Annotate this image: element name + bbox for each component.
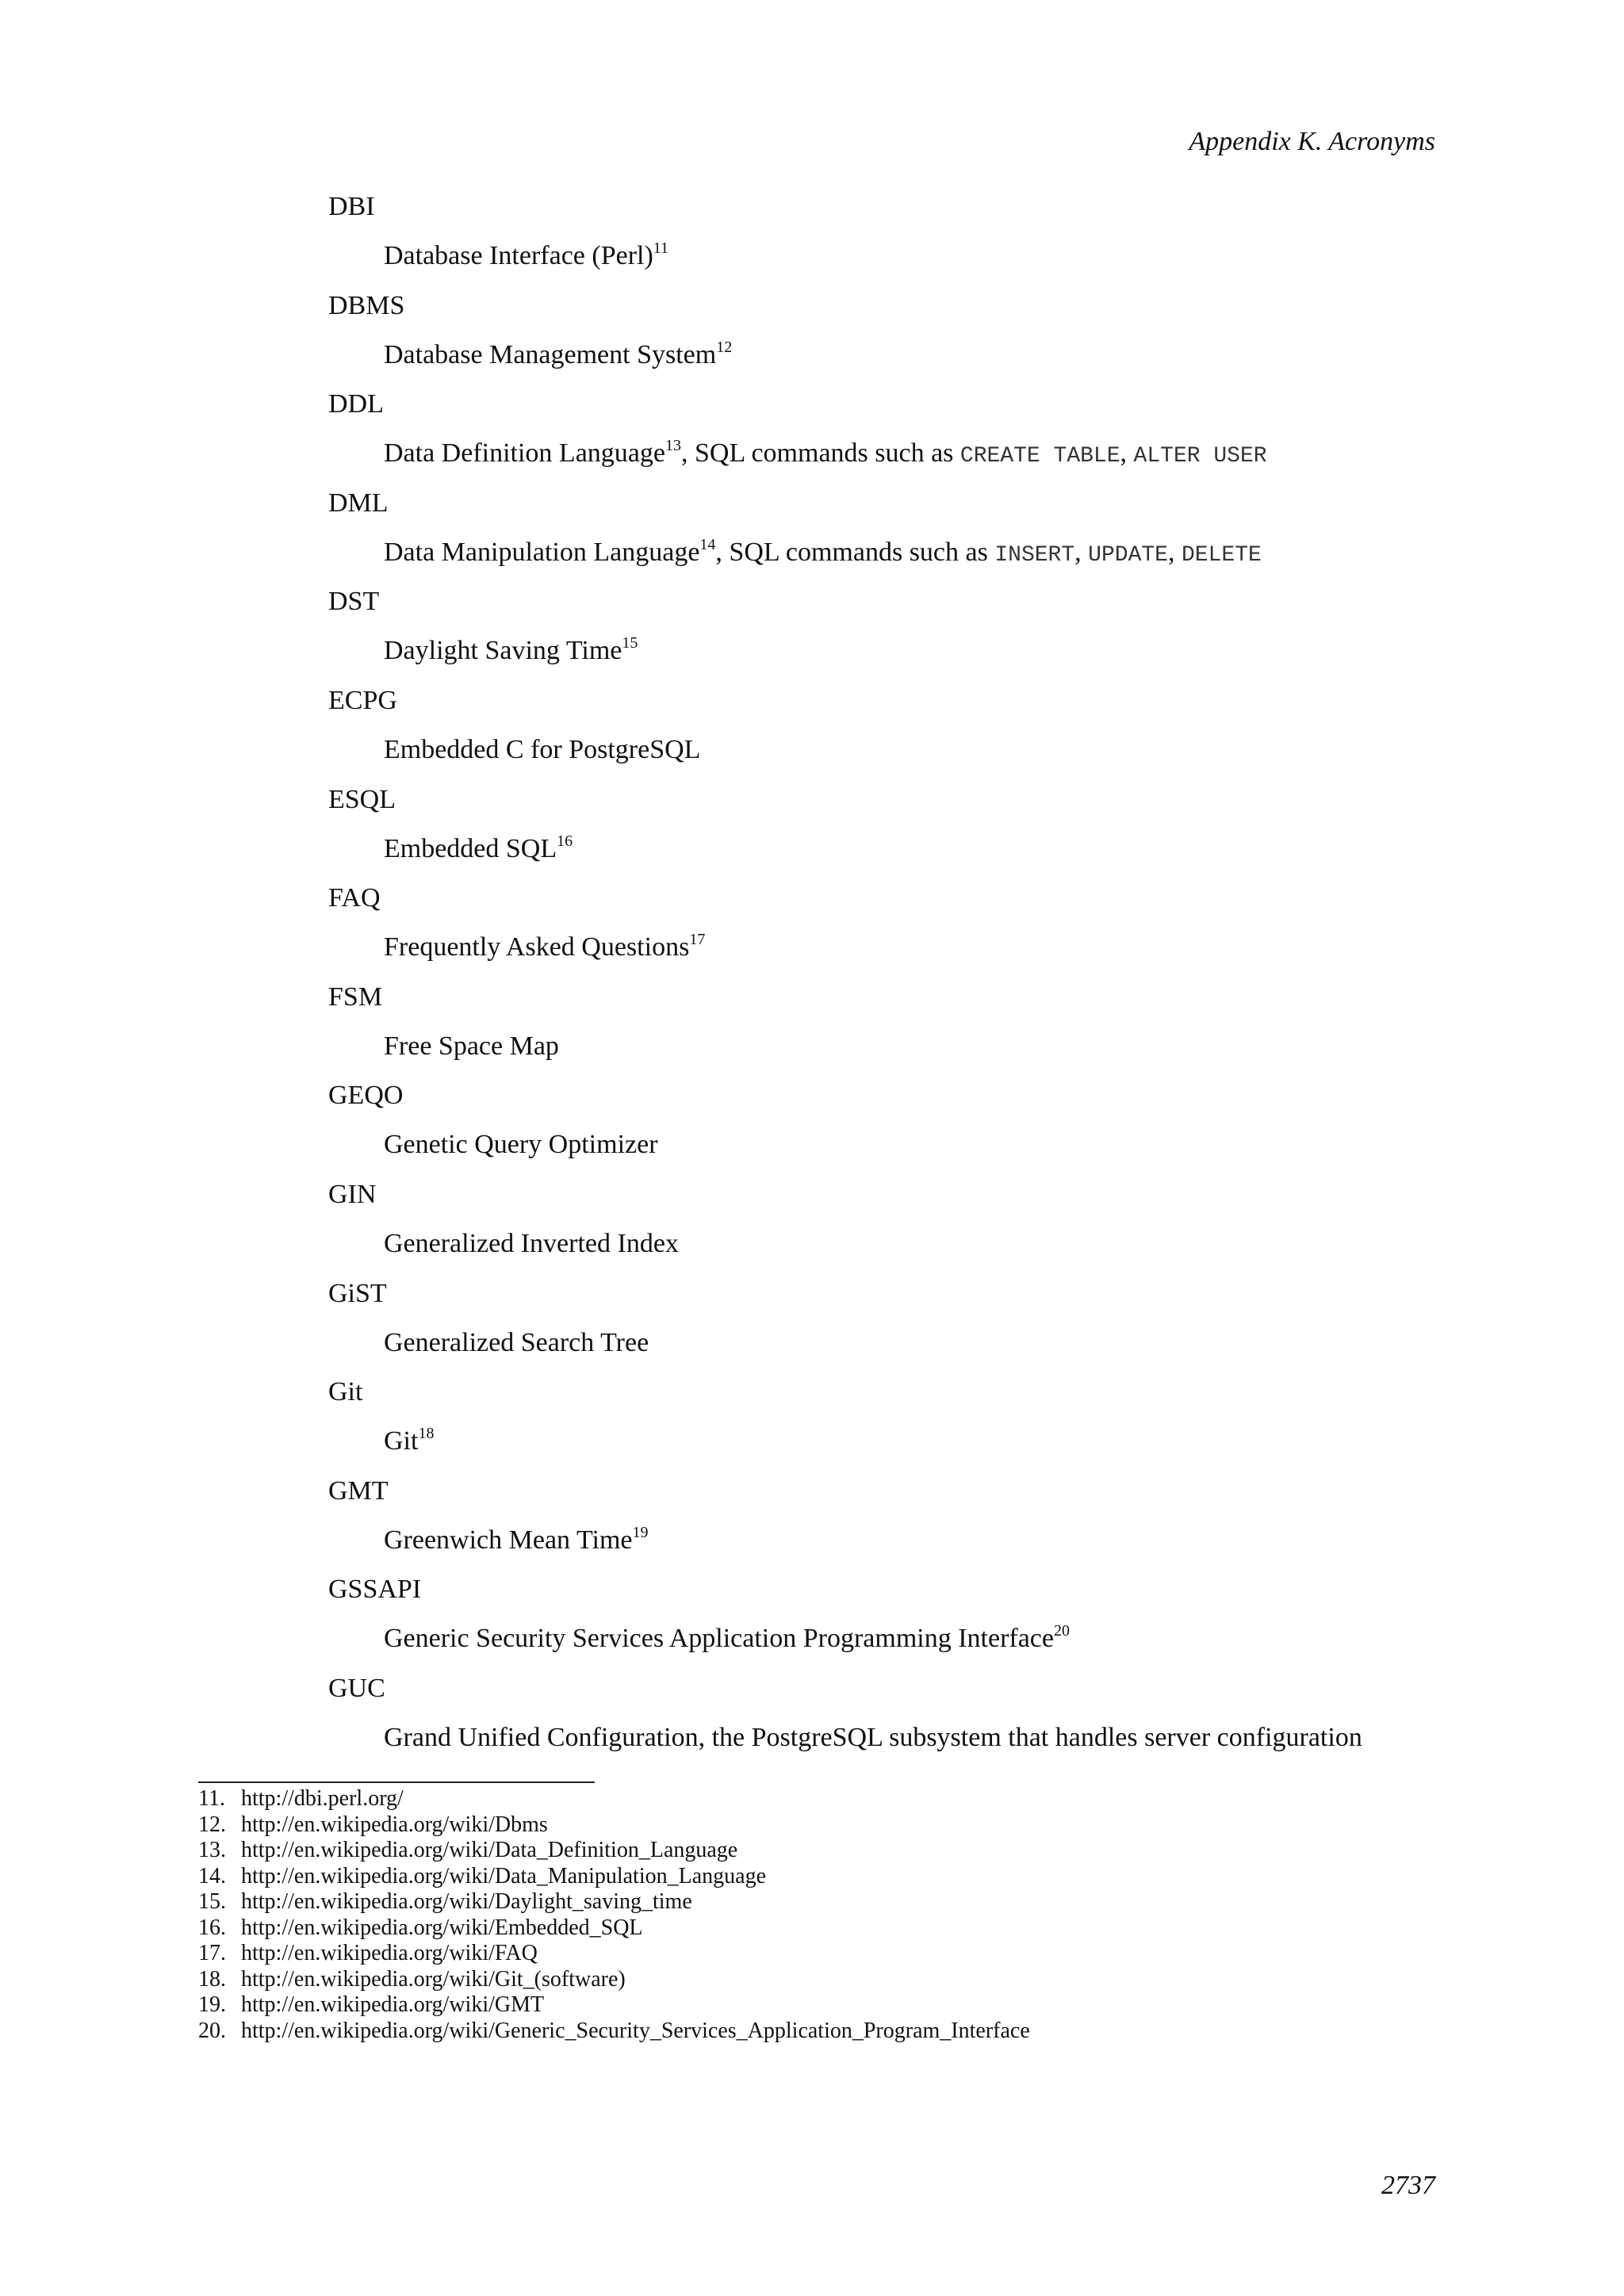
- footnote-link[interactable]: http://en.wikipedia.org/wiki/Data_Definition_Language: [241, 1838, 738, 1862]
- footnote-ref[interactable]: 12: [716, 338, 733, 356]
- acronym-term: GUC: [328, 1673, 385, 1703]
- sql-command: DELETE: [1182, 542, 1262, 568]
- acronym-term: GSSAPI: [328, 1575, 422, 1605]
- acronym-term: FAQ: [328, 883, 381, 913]
- acronym-definition: Free Space Map: [384, 1031, 559, 1061]
- footnote-divider: [198, 1781, 595, 1783]
- sql-command: INSERT: [994, 542, 1075, 568]
- running-header: Appendix K. Acronyms: [1189, 127, 1435, 156]
- acronym-entry: [328, 189, 1454, 288]
- acronym-definition: Database Management System$^{12}$: [384, 338, 733, 369]
- footnote: [198, 2019, 1030, 2045]
- acronym-definition: Daylight Saving Time$^{15}$: [384, 634, 638, 666]
- acronym-entry: [328, 288, 1454, 387]
- footnote-number: 11.: [198, 1786, 225, 1811]
- footnote-number: 19.: [198, 1992, 226, 2017]
- footnote-ref[interactable]: 14: [699, 535, 716, 553]
- footnote-ref[interactable]: 15: [622, 634, 638, 652]
- acronym-definition: Greenwich Mean Time$^{19}$: [384, 1523, 649, 1555]
- acronym-entry: [328, 1571, 1454, 1670]
- acronym-definition: Generalized Search Tree: [384, 1327, 649, 1357]
- acronym-entry: [328, 1374, 1454, 1473]
- page-number: 2737: [1381, 2171, 1435, 2200]
- footnote-number: 15.: [198, 1889, 226, 1914]
- footnote: [198, 1838, 1030, 1864]
- footnote: [198, 1812, 1030, 1839]
- acronym-term: ECPG: [328, 685, 397, 715]
- acronym-definition: Genetic Query Optimizer: [384, 1130, 658, 1160]
- footnote: [198, 1941, 1030, 1967]
- footnote-link[interactable]: http://en.wikipedia.org/wiki/FAQ: [241, 1941, 538, 1965]
- acronym-entry: [328, 1473, 1454, 1572]
- acronym-entry: [328, 1177, 1454, 1276]
- acronym-definition: Generalized Inverted Index: [384, 1228, 679, 1258]
- acronym-term: DBI: [328, 192, 375, 221]
- footnote-ref[interactable]: 11: [653, 239, 669, 257]
- footnote-number: 12.: [198, 1812, 226, 1837]
- acronym-entry: [328, 979, 1454, 1078]
- acronym-entry: [328, 1276, 1454, 1375]
- footnote-number: 14.: [198, 1863, 226, 1888]
- footnote-number: 13.: [198, 1838, 226, 1862]
- footnote-number: 18.: [198, 1966, 226, 1992]
- footnote-link[interactable]: http://dbi.perl.org/: [241, 1786, 404, 1811]
- acronym-term: ESQL: [328, 784, 396, 814]
- footnote-list: [198, 1786, 1030, 2044]
- acronym-entry: [328, 1077, 1454, 1177]
- footnote-link[interactable]: http://en.wikipedia.org/wiki/Dbms: [241, 1812, 548, 1837]
- acronym-entry: [328, 584, 1454, 683]
- footnote-link[interactable]: http://en.wikipedia.org/wiki/Generic_Security_Services_Application_Program_Interface: [241, 2018, 1030, 2043]
- acronym-definition: Data Manipulation Language$^{14}$, SQL commands such as INSERT, UPDATE, DELETE: [384, 535, 1262, 568]
- acronym-list: [328, 189, 1454, 1770]
- footnote-ref[interactable]: 19: [632, 1523, 649, 1541]
- footnote-link[interactable]: http://en.wikipedia.org/wiki/Data_Manipulation_Language: [241, 1863, 767, 1888]
- acronym-term: DST: [328, 587, 380, 617]
- footnote-ref[interactable]: 18: [418, 1425, 435, 1443]
- footnote-number: 20.: [198, 2018, 226, 2043]
- acronym-term: GiST: [328, 1278, 387, 1308]
- footnote-number: 16.: [198, 1915, 226, 1940]
- acronym-term: FSM: [328, 982, 383, 1012]
- footnote-number: 17.: [198, 1941, 226, 1965]
- footnote-ref[interactable]: 20: [1054, 1622, 1070, 1640]
- footnote: [198, 1967, 1030, 1993]
- acronym-definition: Embedded C for PostgreSQL: [384, 734, 701, 764]
- acronym-entry: [328, 880, 1454, 979]
- acronym-definition: Git$^{18}$: [384, 1425, 435, 1456]
- acronym-definition: Generic Security Services Application Programming Interface$^{20}$: [384, 1622, 1070, 1654]
- acronym-definition: Embedded SQL$^{16}$: [384, 832, 573, 863]
- footnote-ref[interactable]: 13: [665, 437, 681, 455]
- footnote-link[interactable]: http://en.wikipedia.org/wiki/GMT: [241, 1992, 545, 2017]
- footnote: [198, 1889, 1030, 1915]
- footnote: [198, 1786, 1030, 1812]
- acronym-term: DDL: [328, 389, 384, 419]
- footnote: [198, 1915, 1030, 1942]
- acronym-entry: [328, 683, 1454, 782]
- sql-command: UPDATE: [1088, 542, 1168, 568]
- acronym-entry: [328, 386, 1454, 485]
- footnote-ref[interactable]: 17: [689, 931, 706, 949]
- footnote: [198, 1992, 1030, 2019]
- acronym-term: Git: [328, 1377, 363, 1407]
- footnote-link[interactable]: http://en.wikipedia.org/wiki/Git_(software): [241, 1966, 626, 1992]
- acronym-definition: Database Interface (Perl)$^{11}$: [384, 239, 669, 270]
- acronym-definition: Frequently Asked Questions$^{17}$: [384, 931, 706, 962]
- acronym-term: DML: [328, 488, 389, 518]
- footnote: [198, 1864, 1030, 1890]
- footnote-link[interactable]: http://en.wikipedia.org/wiki/Embedded_SQL: [241, 1915, 643, 1940]
- acronym-term: DBMS: [328, 290, 405, 320]
- sql-command: CREATE TABLE: [959, 444, 1120, 469]
- acronym-definition: Grand Unified Configuration, the PostgreSQL subsystem that handles server configuration: [384, 1722, 1362, 1752]
- footnote-ref[interactable]: 16: [557, 832, 573, 850]
- sql-command: ALTER USER: [1133, 444, 1267, 469]
- acronym-term: GEQO: [328, 1081, 404, 1111]
- acronym-entry: [328, 782, 1454, 881]
- acronym-definition: Data Definition Language$^{13}$, SQL commands such as CREATE TABLE, ALTER USER: [384, 437, 1267, 469]
- acronym-entry: [328, 1670, 1454, 1770]
- footnote-link[interactable]: http://en.wikipedia.org/wiki/Daylight_saving_time: [241, 1889, 692, 1914]
- acronym-term: GMT: [328, 1475, 389, 1506]
- acronym-term: GIN: [328, 1179, 377, 1209]
- acronym-entry: [328, 485, 1454, 584]
